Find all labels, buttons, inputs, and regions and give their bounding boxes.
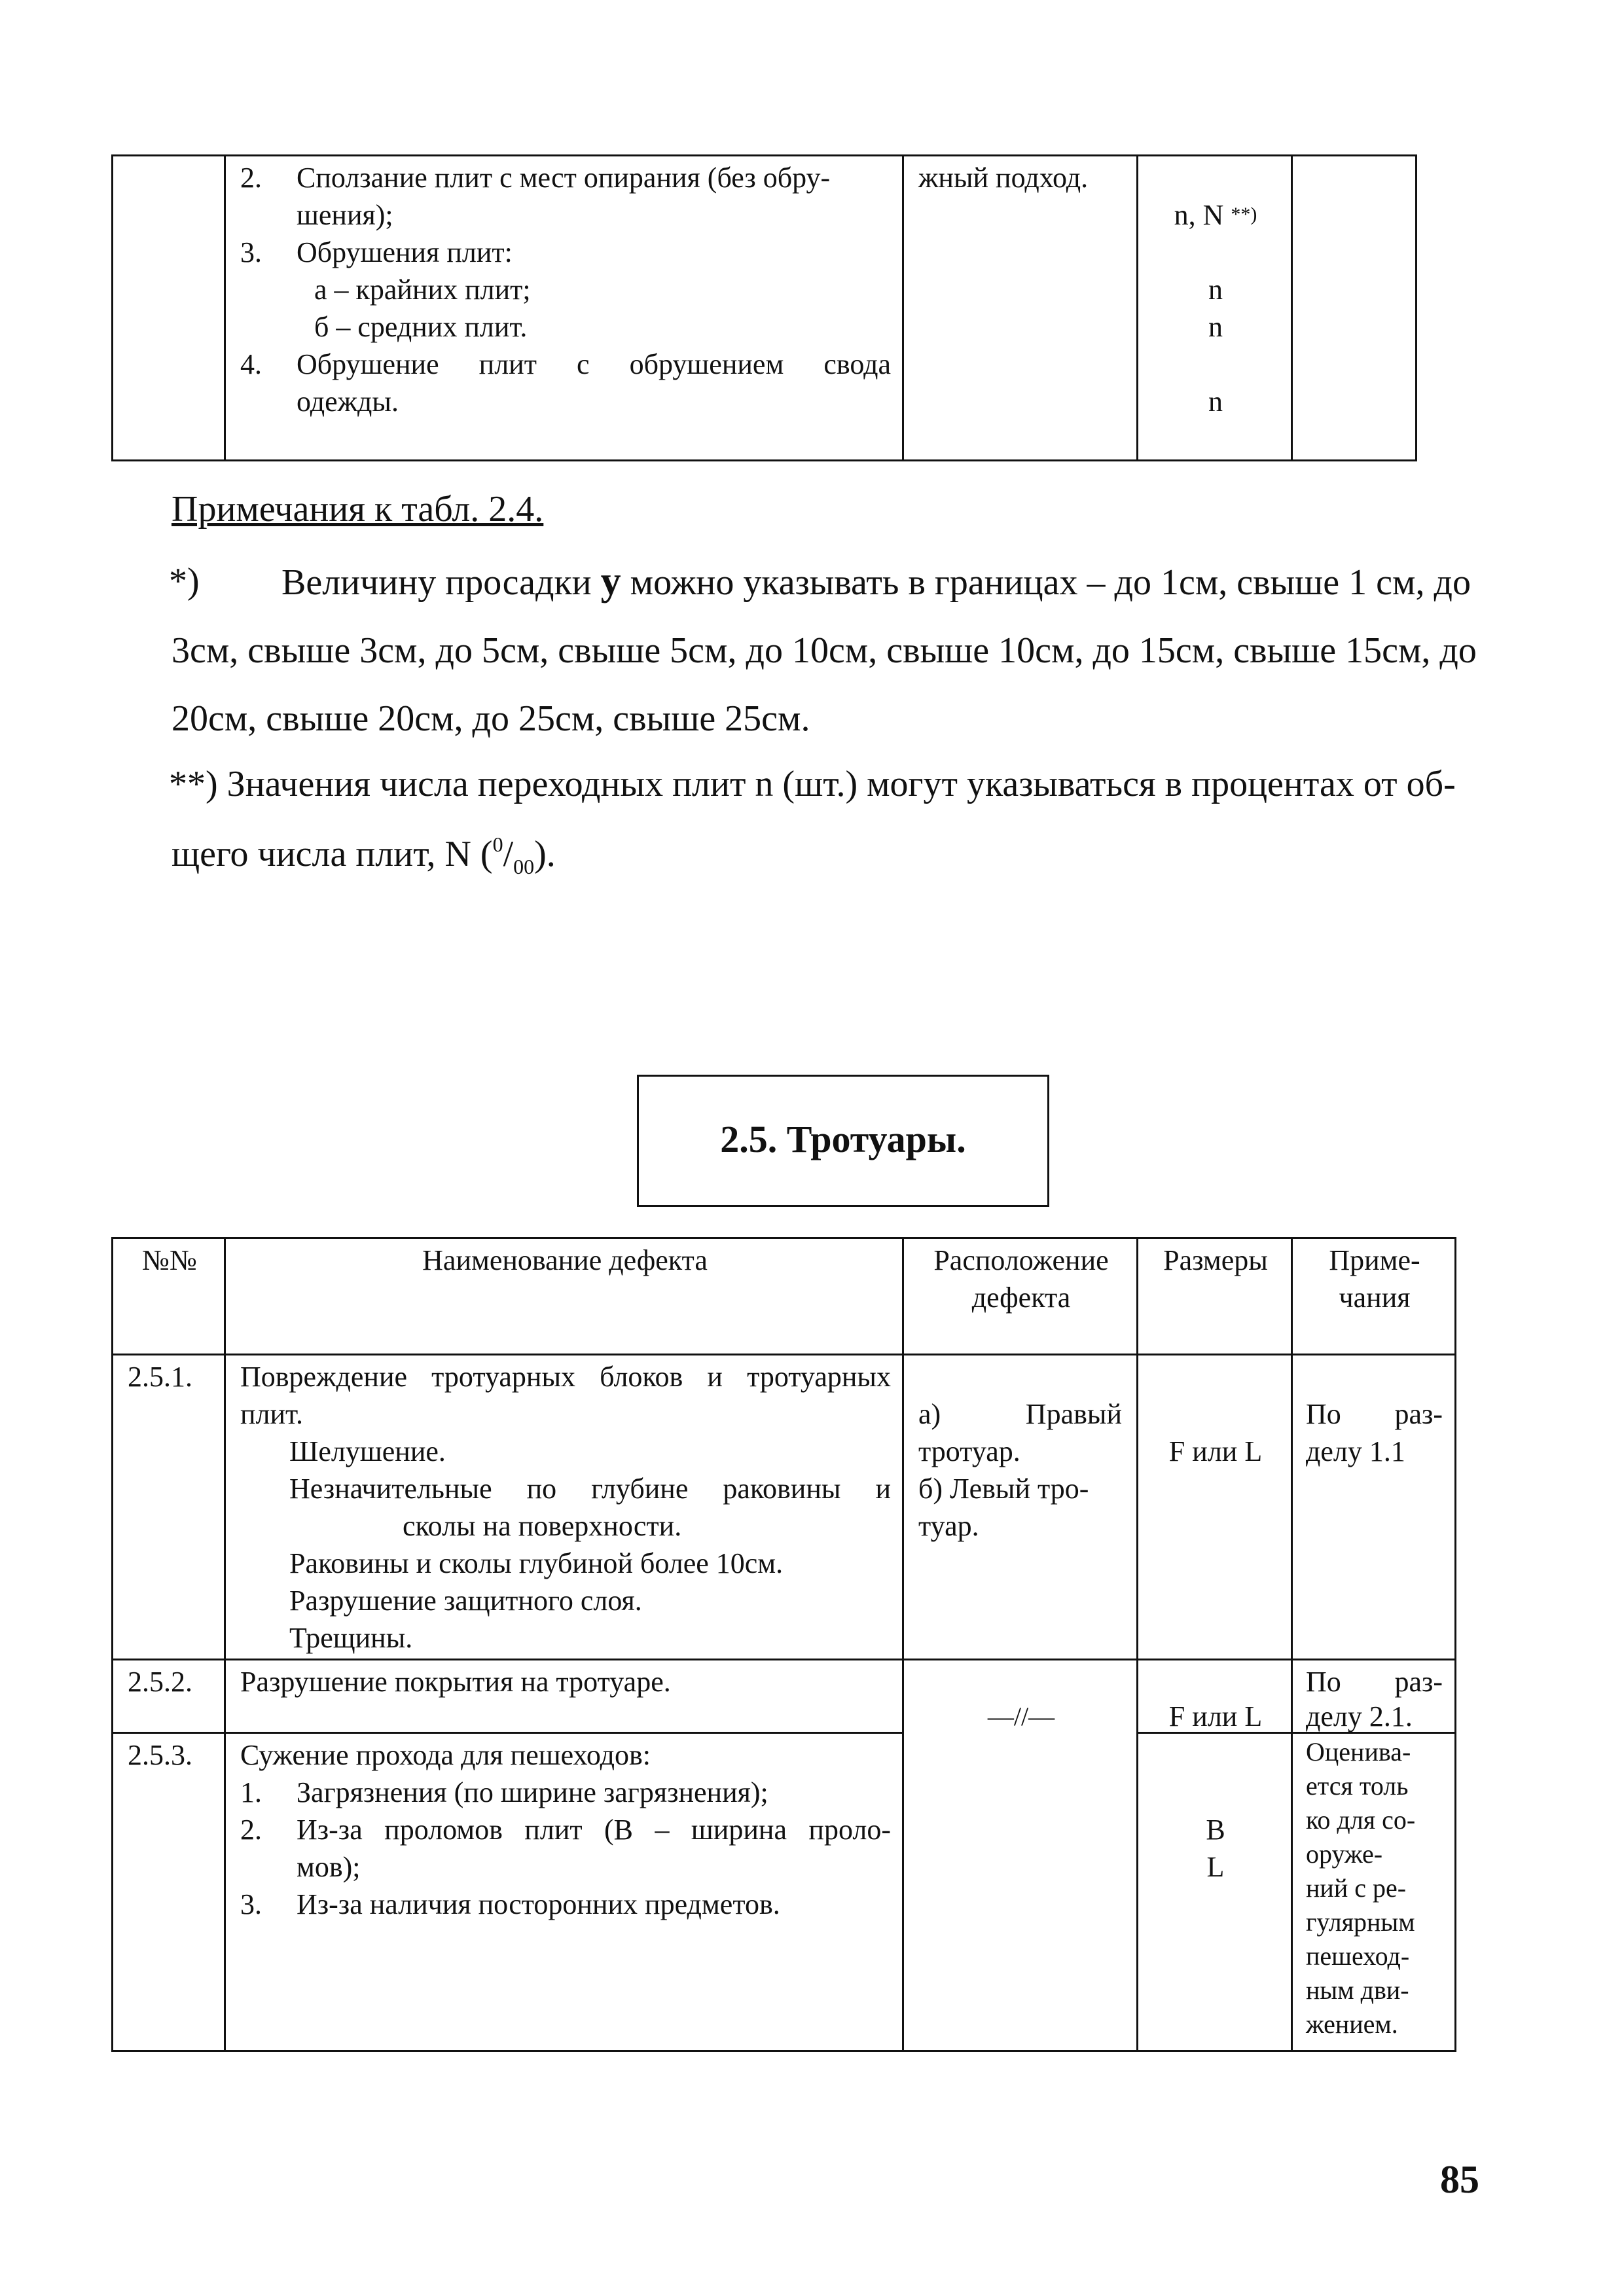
location-text: жный подход. [918, 162, 1089, 194]
section-title-box [637, 1075, 1049, 1207]
table-row [113, 1660, 1456, 1733]
table-row [113, 1733, 1456, 2051]
note-1-mark: *) [169, 561, 200, 601]
defect-text: Сползание плит с мест опирания (без обру- [297, 162, 831, 194]
list-num: 3. [240, 236, 262, 268]
defect-text: шения); [297, 199, 393, 231]
row-size: F или L [1138, 1660, 1292, 1733]
section-title: 2.5. Тротуары. [720, 1118, 966, 1160]
note-2-line-1: **) Значения числа переходных плит n (шт.) могут указываться в процентах от об- [169, 764, 1456, 804]
size-value: n [1208, 386, 1223, 418]
row-location: а) Правый тротуар. б) Левый тро- туар. [903, 1355, 1138, 1660]
list-num: 3. [240, 1888, 262, 1920]
top-location-cell [903, 156, 1138, 461]
defect-text: Обрушение плит с обрушением свода [297, 348, 891, 380]
note-1-line-3: 20см, свыше 20см, до 25см, свыше 25см. [171, 698, 810, 739]
row-size: B L [1138, 1733, 1292, 2051]
note-1-line-1: Величину просадки y можно указывать в границах – до 1см, свыше 1 см, до [281, 559, 1471, 603]
table-header-row [113, 1238, 1456, 1355]
header-location: Расположение дефекта [903, 1238, 1138, 1355]
table-row [113, 1355, 1456, 1660]
row-defect: Повреждение тротуарных блоков и тротуарных плит. Шелушение. Незначительные по глубине раковины и сколы на поверхности. Раковины и сколы глубиной более 10см. Разрушение защитного слоя. Трещины. [225, 1355, 903, 1660]
list-num: 1. [240, 1776, 262, 1808]
row-location: —//— [903, 1660, 1138, 2051]
list-num: 2. [240, 162, 262, 194]
defect-text: а – крайних плит; [314, 274, 531, 306]
row-note: По раз- делу 1.1 [1292, 1355, 1456, 1660]
header-sizes: Размеры [1138, 1238, 1292, 1355]
row-num: 2.5.1. [113, 1355, 225, 1660]
size-value: n [1208, 311, 1223, 343]
row-defect: Разрушение покрытия на тротуаре. [225, 1660, 903, 1733]
page-number: 85 [1440, 2158, 1479, 2201]
list-num: 4. [240, 348, 262, 380]
size-value: n, N **) [1174, 199, 1257, 231]
notes-title: Примечания к табл. 2.4. [171, 489, 544, 529]
defect-text: Обрушения плит: [297, 236, 513, 268]
row-num: 2.5.2. [113, 1660, 225, 1733]
defect-text: б – средних плит. [314, 311, 528, 343]
row-note: Оценива- ется толь ко для со- оруже- ний с ре- гулярным пешеход- ным дви- жением. [1292, 1733, 1456, 2051]
list-num: 2. [240, 1814, 262, 1846]
size-value: n [1208, 274, 1223, 306]
header-name: Наименование дефекта [225, 1238, 903, 1355]
row-num: 2.5.3. [113, 1733, 225, 2051]
row-note: По раз- делу 2.1. [1292, 1660, 1456, 1733]
top-table [111, 154, 1417, 461]
top-num-cell [113, 156, 225, 461]
header-num: №№ [113, 1238, 225, 1355]
row-defect: Сужение прохода для пешеходов: 1. Загрязнения (по ширине загрязнения); 2. Из-за проломов плит (В – ширина проло- мов); 3. Из-за наличия посторонних предметов. [225, 1733, 903, 2051]
defects-table [111, 1237, 1456, 2052]
row-size: F или L [1138, 1355, 1292, 1660]
top-notes-cell [1292, 156, 1416, 461]
top-sizes-cell [1138, 156, 1292, 461]
top-defect-cell [225, 156, 903, 461]
header-notes: Приме- чания [1292, 1238, 1456, 1355]
note-2-line-2: щего числа плит, N $(^0/_{00})$. [171, 833, 556, 878]
defect-text: одежды. [297, 386, 399, 418]
note-1-line-2: 3см, свыше 3см, до 5см, свыше 5см, до 10см, свыше 10см, до 15см, свыше 15см, до [171, 630, 1477, 671]
